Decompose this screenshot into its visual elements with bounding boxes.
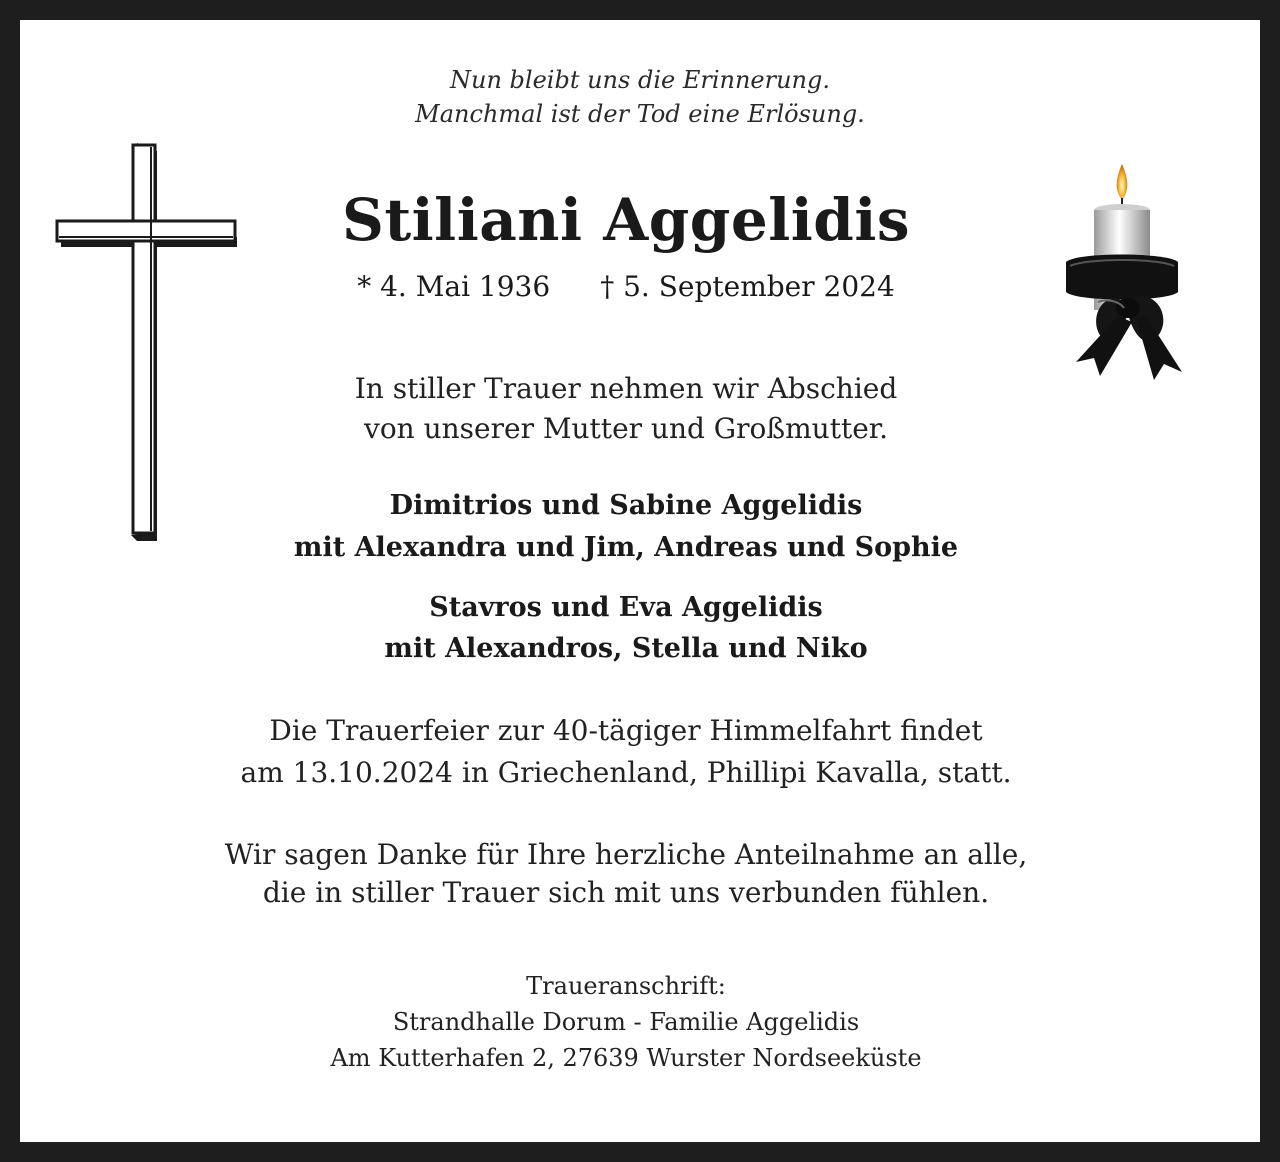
- birth-date: * 4. Mai 1936: [357, 270, 551, 303]
- thanks-line-2: die in stiller Trauer sich mit uns verbunden fühlen.: [262, 876, 990, 909]
- deceased-name: Stiliani Aggelidis: [341, 186, 911, 254]
- thanks-line-1: Wir sagen Danke für Ihre herzliche Anteilnahme an alle,: [224, 838, 1028, 871]
- family-group-2-children: mit Alexandros, Stella und Niko: [384, 633, 868, 664]
- family-group-1-children: mit Alexandra und Jim, Andreas und Sophie: [293, 532, 959, 563]
- address-label: Traueranschrift:: [526, 972, 726, 1000]
- address-line-1: Strandhalle Dorum - Familie Aggelidis: [392, 1008, 860, 1036]
- motto-line-1: Nun bleibt uns die Erinnerung.: [450, 66, 830, 94]
- farewell-line-1: In stiller Trauer nehmen wir Abschied: [354, 372, 898, 405]
- death-date: † 5. September 2024: [600, 270, 895, 303]
- family-group-2-parents: Stavros und Eva Aggelidis: [429, 592, 823, 623]
- family-group-1-parents: Dimitrios und Sabine Aggelidis: [389, 490, 863, 521]
- life-dates: [0, 270, 1266, 303]
- service-line-1: Die Trauerfeier zur 40-tägiger Himmelfahrt findet: [269, 714, 983, 747]
- motto-line-2: Manchmal ist der Tod eine Erlösung.: [415, 100, 865, 128]
- farewell-line-2: von unserer Mutter und Großmutter.: [364, 412, 888, 445]
- service-line-2: am 13.10.2024 in Griechenland, Phillipi Kavalla, statt.: [240, 756, 1012, 789]
- address-line-2: Am Kutterhafen 2, 27639 Wurster Nordseeküste: [330, 1044, 922, 1072]
